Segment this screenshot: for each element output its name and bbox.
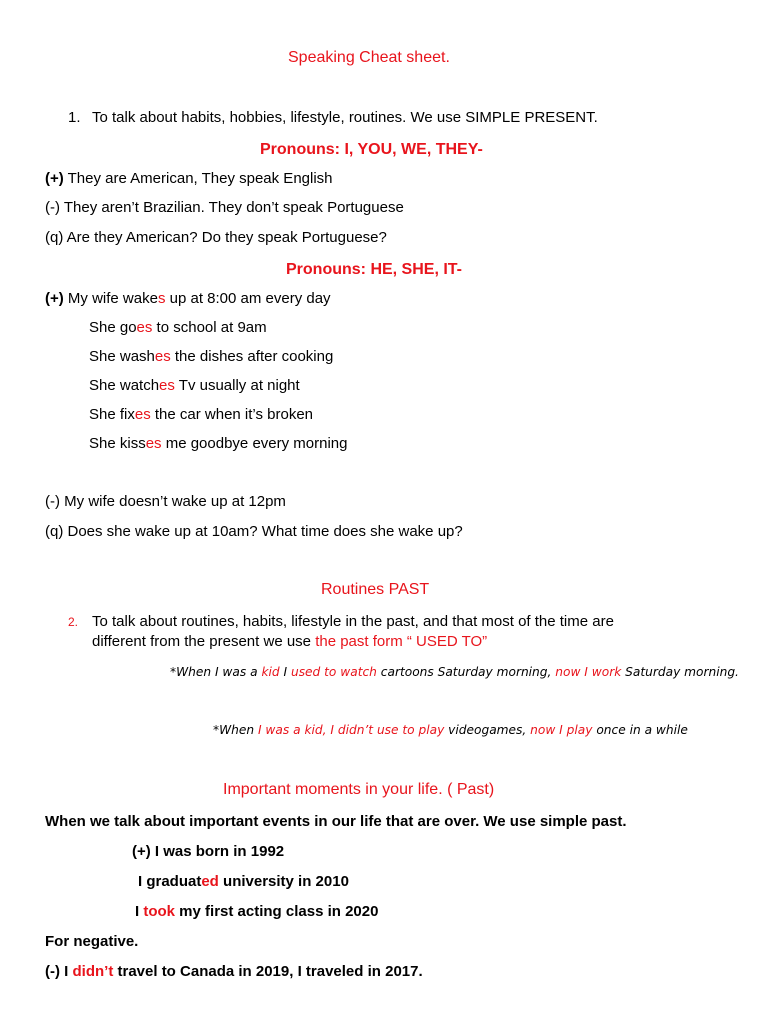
note-text: *When I was a (170, 665, 262, 679)
example-post: me goodbye every morning (161, 435, 348, 452)
verb-suffix: ed (201, 873, 219, 890)
page-title: Speaking Cheat sheet. (288, 49, 450, 66)
item-2-number: 2. (68, 615, 79, 629)
example-post: Tv usually at night (174, 377, 300, 394)
heading-routines-past: Routines PAST (321, 581, 430, 598)
verb-suffix: es (136, 319, 153, 336)
item-1-number: 1. (68, 109, 81, 126)
verb-suffix: es (154, 348, 171, 365)
note-text: once in a while (592, 723, 688, 737)
example-post: travel to Canada in 2019, I traveled in 2017. (113, 963, 423, 980)
example-pre: She kiss (89, 435, 146, 452)
example-post: the car when it’s broken (150, 406, 314, 423)
heading-pronouns-plural: Pronouns: I, YOU, WE, THEY- (260, 141, 483, 158)
note-highlight: used to watch (290, 665, 377, 679)
singular-example-5 (89, 405, 313, 424)
singular-negative: (-) My wife doesn’t wake up at 12pm (45, 493, 286, 510)
plural-question: (q) Are they American? Do they speak Portuguese? (45, 229, 387, 246)
verb-suffix: s (157, 290, 166, 307)
example-pre: I (135, 903, 144, 920)
example-pre: She go (89, 319, 137, 336)
note-text: cartoons Saturday morning, (376, 665, 556, 679)
note-text: *When (213, 723, 258, 737)
important-negative (45, 962, 423, 981)
important-example-2 (138, 872, 349, 891)
plural-negative: (-) They aren’t Brazilian. They don’t speak Portuguese (45, 199, 404, 216)
example-note-2 (213, 721, 688, 740)
example-note-1 (170, 663, 739, 682)
verb-suffix: es (159, 377, 175, 394)
verb-suffix: es (134, 406, 151, 423)
heading-important-moments: Important moments in your life. ( Past) (223, 781, 495, 798)
singular-example-1 (45, 289, 331, 308)
used-to-highlight: the past form “ USED TO” (315, 633, 488, 650)
item-1 (68, 108, 598, 127)
verb-suffix: es (145, 435, 162, 452)
item-2-line-2 (92, 632, 487, 651)
example-pre: She wash (89, 348, 155, 365)
example-pre: She fix (89, 406, 135, 423)
example-post: university in 2010 (218, 873, 349, 890)
singular-example-1-pre: My wife wake (63, 290, 158, 307)
singular-example-4 (89, 376, 300, 395)
plural-positive (45, 169, 333, 188)
verb-highlight: didn’t (72, 963, 114, 980)
example-pre: (-) I (45, 963, 73, 980)
example-post: to school at 9am (152, 319, 267, 336)
example-pre: She watch (89, 377, 160, 394)
singular-example-1-prefix: (+) (45, 290, 64, 307)
singular-example-3 (89, 347, 333, 366)
item-2-line-1 (68, 612, 614, 632)
negative-label: For negative. (45, 933, 139, 950)
item-2-line-2-pre: different from the present we use (92, 633, 316, 650)
example-post: the dishes after cooking (170, 348, 334, 365)
note-highlight: I was a kid, I didn’t use to play (257, 723, 445, 737)
important-example-1: (+) I was born in 1992 (132, 843, 285, 860)
plural-positive-text: They are American, They speak English (63, 170, 333, 187)
singular-example-6 (89, 434, 347, 453)
heading-pronouns-singular: Pronouns: HE, SHE, IT- (286, 261, 463, 278)
item-1-text: To talk about habits, hobbies, lifestyle, routines. We use SIMPLE PRESENT. (92, 109, 598, 126)
note-text: videogames, (444, 723, 531, 737)
example-post: my first acting class in 2020 (175, 903, 379, 920)
singular-question: (q) Does she wake up at 10am? What time does she wake up? (45, 523, 463, 540)
important-intro: When we talk about important events in our life that are over. We use simple past. (45, 813, 627, 830)
example-pre: I graduat (138, 873, 202, 890)
note-highlight: now I work (555, 665, 622, 679)
note-text: I (279, 665, 291, 679)
plural-positive-prefix: (+) (45, 170, 64, 187)
note-highlight: now I play (530, 723, 593, 737)
important-example-3 (135, 902, 378, 921)
note-text: Saturday morning. (621, 665, 739, 679)
singular-example-1-post: up at 8:00 am every day (165, 290, 331, 307)
note-highlight: kid (261, 665, 280, 679)
item-2-text: To talk about routines, habits, lifestyle in the past, and that most of the time are (92, 613, 614, 630)
singular-example-2 (89, 318, 267, 337)
verb-highlight: took (143, 903, 176, 920)
